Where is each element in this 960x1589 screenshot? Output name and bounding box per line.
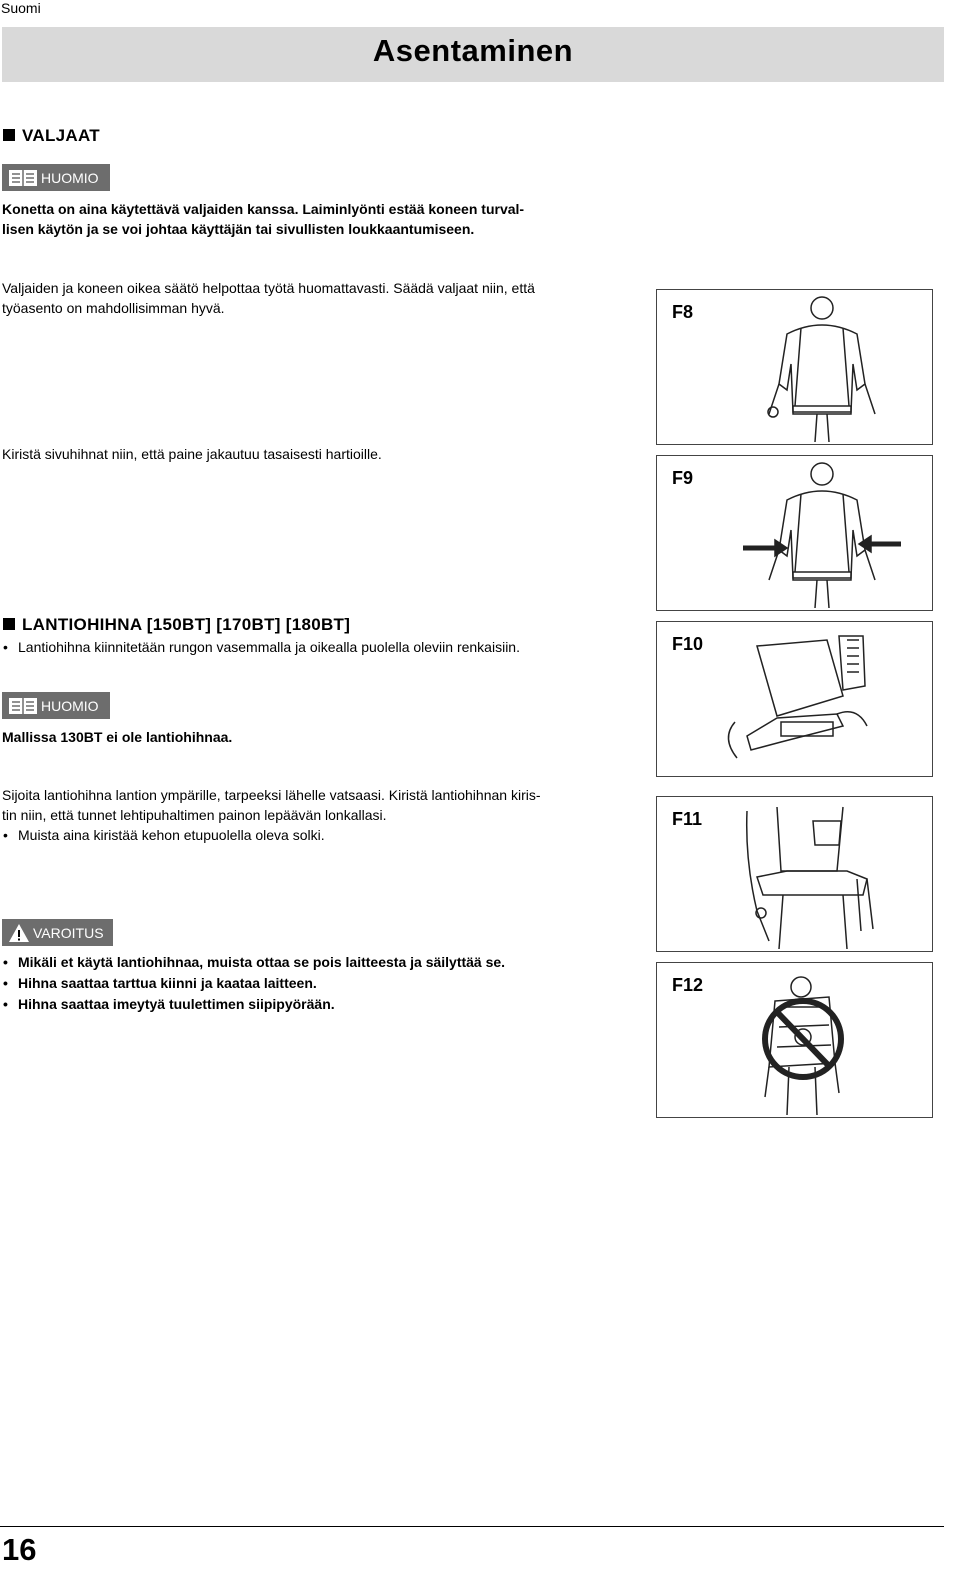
footer-rule <box>0 1526 944 1527</box>
list-item: • Lantiohihna kiinnitetään rungon vasemmalla ja oikealla puolella oleviin renkaisiin. <box>2 637 622 657</box>
bullet-list-attach <box>2 637 622 657</box>
notice-text: Mallissa 130BT ei ole lantiohihnaa. <box>2 729 233 745</box>
paragraph-line: Valjaiden ja koneen oikea säätö helpottaa työtä huomattavasti. Säädä valjaat niin, että <box>2 280 535 296</box>
book-icon <box>8 168 38 188</box>
page-number: 16 <box>2 1532 37 1567</box>
section-heading-lantiohihna <box>3 615 350 635</box>
paragraph-side-straps: Kiristä sivuhihnat niin, että paine jakautuu tasaisesti hartioille. <box>2 446 382 462</box>
bullet-list-buckle <box>2 825 622 845</box>
square-bullet-icon <box>3 618 15 630</box>
prohibited-illustration <box>717 967 927 1115</box>
warning-item: • Hihna saattaa imeytyä tuulettimen siipipyörään. <box>2 994 642 1015</box>
figure-label: F10 <box>672 634 704 654</box>
figure-f9 <box>656 455 933 611</box>
figure-f8 <box>656 289 933 445</box>
notice-line: lisen käytön ja se voi johtaa käyttäjän tai sivullisten loukkaantumiseen. <box>2 221 475 237</box>
person-harness-arrows-illustration <box>717 460 927 608</box>
notice-badge <box>2 692 110 719</box>
notice-line: Konetta on aina käytettävä valjaiden kanssa. Laiminlyönti estää koneen turval- <box>2 201 525 217</box>
warning-label: VAROITUS <box>33 924 104 941</box>
book-icon <box>8 696 38 716</box>
person-harness-illustration <box>717 294 927 442</box>
figure-label: F9 <box>672 468 694 488</box>
hip-belt-illustration <box>717 626 927 774</box>
notice-label: HUOMIO <box>41 169 99 186</box>
belt-buckle-illustration <box>717 801 927 949</box>
warning-list <box>2 952 642 1015</box>
title-bar <box>2 27 944 82</box>
notice-text <box>2 199 602 239</box>
paragraph-line: työasento on mahdollisimman hyvä. <box>2 300 225 316</box>
section-heading-lantiohihna-text: LANTIOHIHNA [150BT] [170BT] [180BT] <box>22 615 351 634</box>
section-heading-valjaat-text: VALJAAT <box>22 126 100 145</box>
warning-item: • Mikäli et käytä lantiohihnaa, muista ottaa se pois laitteesta ja säilyttää se. <box>2 952 642 973</box>
paragraph-adjust <box>2 278 602 318</box>
paragraph-line: Sijoita lantiohihna lantion ympärille, tarpeeksi lähelle vatsaasi. Kiristä lantiohihnan kiris- <box>2 787 541 803</box>
figure-f12 <box>656 962 933 1118</box>
notice-badge <box>2 164 110 191</box>
page-title: Asentaminen <box>372 33 574 68</box>
figure-f11 <box>656 796 933 952</box>
paragraph-position-belt <box>2 785 602 825</box>
language-label: Suomi <box>1 0 41 16</box>
paragraph-line: tin niin, että tunnet lehtipuhaltimen painon lepäävän lonkallasi. <box>2 807 387 823</box>
figure-label: F12 <box>672 975 704 995</box>
list-item: • Muista aina kiristää kehon etupuolella oleva solki. <box>2 825 622 845</box>
warning-badge <box>2 919 113 946</box>
section-heading-valjaat <box>3 126 100 146</box>
figure-label: F11 <box>672 809 703 829</box>
notice-label: HUOMIO <box>41 697 99 714</box>
warning-triangle-icon <box>8 923 30 943</box>
warning-item: • Hihna saattaa tarttua kiinni ja kaataa laitteen. <box>2 973 642 994</box>
figure-f10 <box>656 621 933 777</box>
square-bullet-icon <box>3 129 15 141</box>
figure-label: F8 <box>672 302 694 322</box>
